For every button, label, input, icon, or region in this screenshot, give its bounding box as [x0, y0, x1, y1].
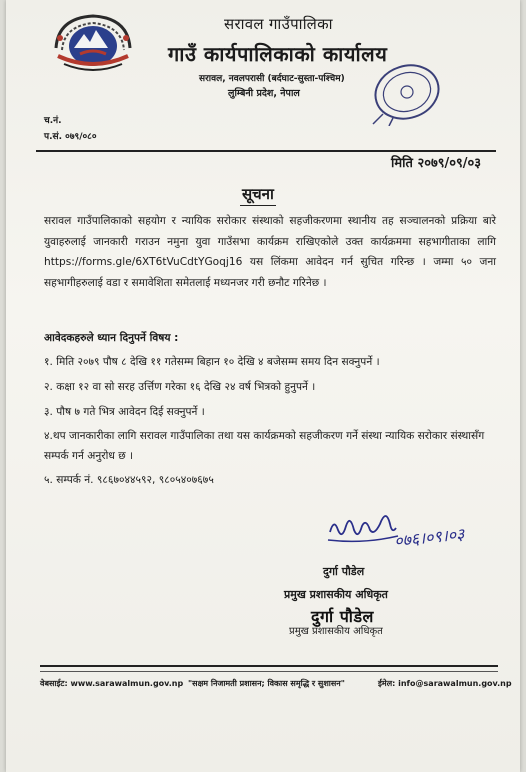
footer-email: ईमेल: info@sarawalmun.gov.np [378, 679, 512, 688]
office-name: गाउँ कार्यपालिकाको कार्यालय [168, 42, 388, 66]
handwritten-date: ०७६।०९।०३ [393, 524, 466, 551]
dispatch-number: च.नं. [44, 116, 62, 126]
office-stamp-icon [363, 62, 447, 126]
applicant-instructions-heading: आवेदकहरुले ध्यान दिनुपर्ने विषय : [44, 332, 179, 344]
footer-website: वेबसाईट: www.sarawalmun.gov.np [40, 679, 184, 688]
paragraph-text-before-link: सरावल गाउँपालिकाको सहयोग र न्यायिक सरोकार संस्थाको सहजीकरणमा स्थानीय तह सञ्चालनको प्रक्रिया बारे युवाहरुलाई जानकारी गराउन नमुना युवा गाउँसभा कार्यक्रम राखिएकोले उक्त कार्यक्रममा सहभागीताका लागि [44, 215, 496, 248]
paragraph-text-after-link: यस लिंकमा आवेदन गर्न सुचित गरिन्छ । जम्मा ५० जना सहभागीहरुलाई वडा र समावेशिता समेतलाई मध्यनजर गरी छनौट गरिनेछ । [44, 256, 497, 289]
footer-divider [40, 665, 498, 667]
instruction-item: १. मिति २०७९ पौष ८ देखि ११ गतेसम्म बिहान १० देखि ४ बजेसम्म समय दिन सक्नुपर्ने । [44, 356, 380, 368]
signer-title: प्रमुख प्रशासकीय अधिकृत [284, 588, 388, 601]
office-address: सरावल, नवलपरासी (बर्दघाट-सुस्ता-पश्चिम) [199, 74, 345, 84]
signer-name: दुर्गा पौडेल [323, 565, 365, 578]
contact-numbers: ५. सम्पर्क नं. ९८६७०४४५९२, ९८०५४०७६७५ [44, 474, 214, 486]
letter-date: मिति २०७९/०९/०३ [391, 156, 482, 171]
instruction-item: ३. पौष ७ गते भित्र आवेदन दिई सक्नुपर्ने । [44, 406, 205, 418]
municipality-emblem-icon [50, 8, 136, 76]
seal-name: दुर्गा पौडेल [311, 607, 374, 626]
footer-divider-thin [40, 671, 498, 672]
notice-title: सूचना [242, 185, 274, 203]
notice-paragraph [44, 211, 496, 293]
footer-motto: "सक्षम निजामती प्रशासन; विकास समृद्धि र सुशासन" [188, 679, 345, 688]
seal-title: प्रमुख प्रशासकीय अधिकृत [289, 626, 383, 637]
letter-page [6, 0, 520, 772]
header-divider [36, 150, 496, 152]
application-form-link[interactable]: https://forms.gle/6XT6tVuCdtYGoqj16 [44, 256, 243, 268]
instruction-item: २. कक्षा १२ वा सो सरह उर्त्तिण गरेका १६ देखि २४ वर्ष भित्रको हुनुपर्ने । [44, 381, 316, 393]
municipality-name: सरावल गाउँपालिका [224, 15, 333, 33]
instruction-item: ४.थप जानकारीका लागि सरावल गाउँपालिका तथा यस कार्यक्रमको सहजीकरण गर्ने संस्था न्यायिक सरोकार संस्थासँग सम्पर्क गर्न अनुरोध छ । [44, 430, 485, 462]
office-province: लुम्बिनी प्रदेश, नेपाल [228, 88, 300, 99]
letter-number: प.सं. ०७९/०८० [44, 132, 97, 142]
